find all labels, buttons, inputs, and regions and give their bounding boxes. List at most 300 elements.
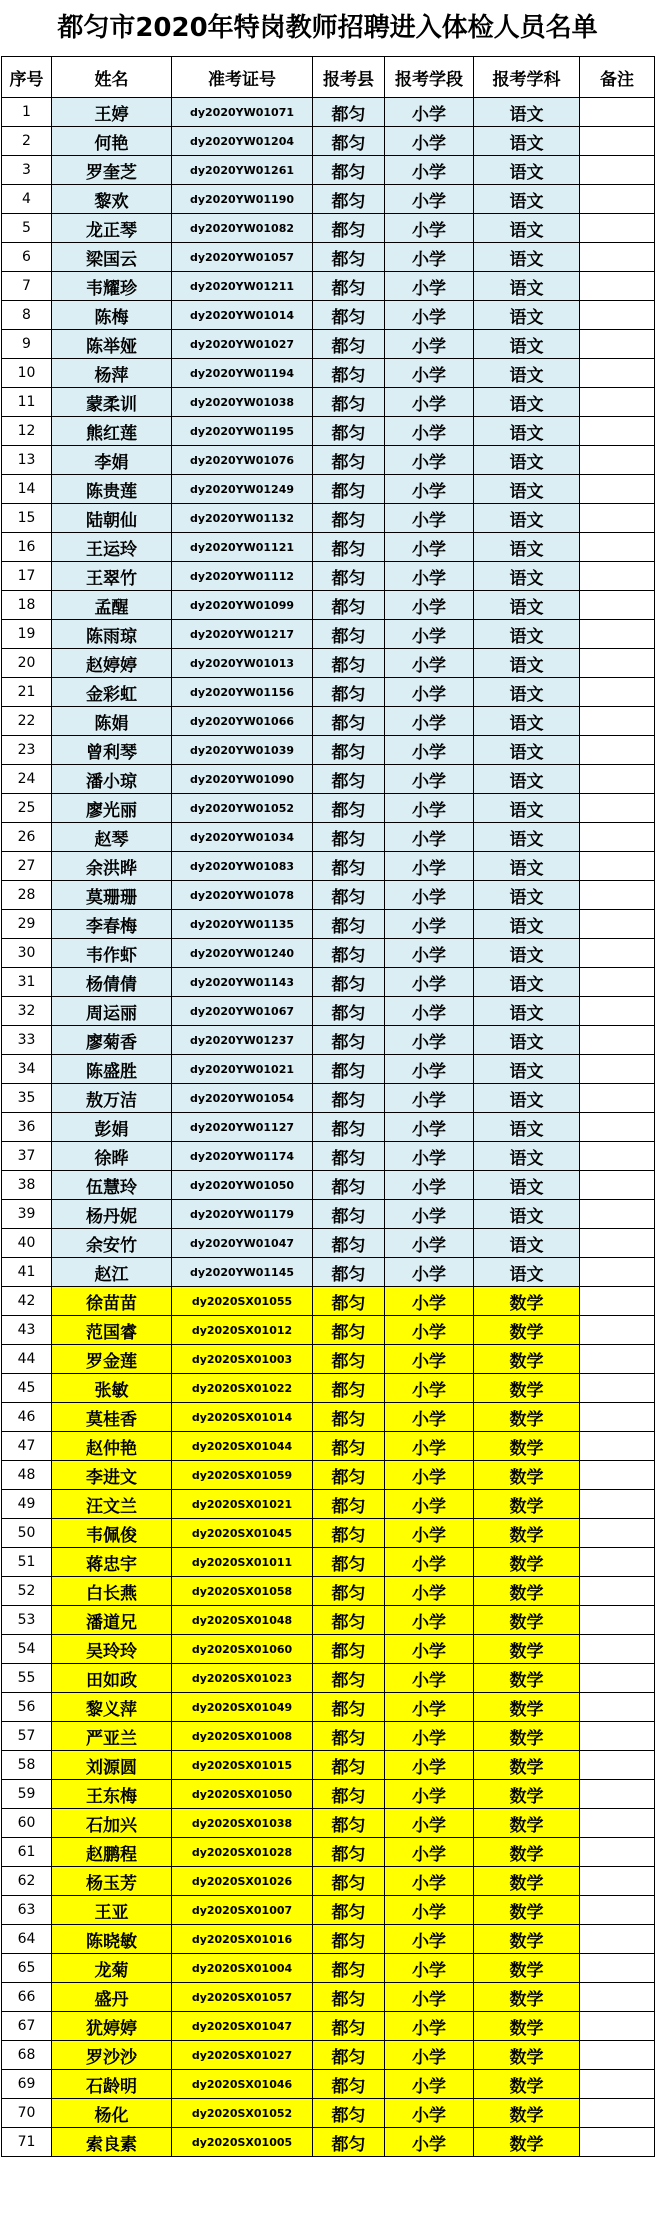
exam-id-cell: dy2020YW01067: [172, 997, 313, 1026]
exam-id-cell: dy2020SX01003: [172, 1345, 313, 1374]
table-row: [2, 1664, 655, 1693]
candidate-name-cell: 李娟: [52, 446, 172, 475]
county-cell: 都匀: [313, 1229, 385, 1258]
candidate-name-cell: 赵仲艳: [52, 1432, 172, 1461]
table-row: [2, 1519, 655, 1548]
note-cell: [580, 794, 655, 823]
county-cell: 都匀: [313, 1461, 385, 1490]
table-row: [2, 1809, 655, 1838]
table-row: [2, 98, 655, 127]
row-number-cell: 59: [2, 1780, 52, 1809]
candidate-name-cell: 莫桂香: [52, 1403, 172, 1432]
note-cell: [580, 1461, 655, 1490]
candidate-name-cell: 周运丽: [52, 997, 172, 1026]
note-cell: [580, 1287, 655, 1316]
note-cell: [580, 272, 655, 301]
note-cell: [580, 243, 655, 272]
note-cell: [580, 1606, 655, 1635]
note-cell: [580, 185, 655, 214]
table-row: [2, 301, 655, 330]
school-stage-cell: 小学: [385, 1983, 474, 2012]
exam-id-cell: dy2020YW01249: [172, 475, 313, 504]
row-number-cell: 50: [2, 1519, 52, 1548]
header-subject: 报考学科: [474, 57, 580, 98]
subject-cell: 数学: [474, 1519, 580, 1548]
row-number-cell: 54: [2, 1635, 52, 1664]
school-stage-cell: 小学: [385, 1664, 474, 1693]
candidate-name-cell: 王东梅: [52, 1780, 172, 1809]
county-cell: 都匀: [313, 1432, 385, 1461]
county-cell: 都匀: [313, 1548, 385, 1577]
row-number-cell: 66: [2, 1983, 52, 2012]
table-row: [2, 1954, 655, 1983]
school-stage-cell: 小学: [385, 1026, 474, 1055]
candidate-name-cell: 王婷: [52, 98, 172, 127]
note-cell: [580, 359, 655, 388]
county-cell: 都匀: [313, 1896, 385, 1925]
row-number-cell: 42: [2, 1287, 52, 1316]
subject-cell: 语文: [474, 562, 580, 591]
subject-cell: 数学: [474, 2128, 580, 2157]
exam-id-cell: dy2020YW01195: [172, 417, 313, 446]
candidate-name-cell: 蒙柔训: [52, 388, 172, 417]
school-stage-cell: 小学: [385, 1055, 474, 1084]
subject-cell: 数学: [474, 1403, 580, 1432]
school-stage-cell: 小学: [385, 1113, 474, 1142]
note-cell: [580, 997, 655, 1026]
row-number-cell: 39: [2, 1200, 52, 1229]
header-note: 备注: [580, 57, 655, 98]
exam-id-cell: dy2020YW01082: [172, 214, 313, 243]
row-number-cell: 34: [2, 1055, 52, 1084]
subject-cell: 语文: [474, 272, 580, 301]
subject-cell: 语文: [474, 98, 580, 127]
county-cell: 都匀: [313, 649, 385, 678]
school-stage-cell: 小学: [385, 1780, 474, 1809]
note-cell: [580, 968, 655, 997]
school-stage-cell: 小学: [385, 2012, 474, 2041]
exam-id-cell: dy2020SX01060: [172, 1635, 313, 1664]
school-stage-cell: 小学: [385, 1287, 474, 1316]
subject-cell: 语文: [474, 1229, 580, 1258]
table-row: [2, 1200, 655, 1229]
row-number-cell: 3: [2, 156, 52, 185]
row-number-cell: 19: [2, 620, 52, 649]
county-cell: 都匀: [313, 156, 385, 185]
row-number-cell: 71: [2, 2128, 52, 2157]
note-cell: [580, 446, 655, 475]
table-row: [2, 2099, 655, 2128]
row-number-cell: 21: [2, 678, 52, 707]
county-cell: 都匀: [313, 2099, 385, 2128]
note-cell: [580, 823, 655, 852]
county-cell: 都匀: [313, 1635, 385, 1664]
candidate-name-cell: 徐晔: [52, 1142, 172, 1171]
note-cell: [580, 1693, 655, 1722]
candidate-name-cell: 潘道兄: [52, 1606, 172, 1635]
header-exam-id: 准考证号: [172, 57, 313, 98]
county-cell: 都匀: [313, 446, 385, 475]
row-number-cell: 64: [2, 1925, 52, 1954]
note-cell: [580, 649, 655, 678]
subject-cell: 数学: [474, 1809, 580, 1838]
exam-id-cell: dy2020YW01174: [172, 1142, 313, 1171]
table-row: [2, 1461, 655, 1490]
candidate-name-cell: 潘小琼: [52, 765, 172, 794]
exam-id-cell: dy2020SX01005: [172, 2128, 313, 2157]
note-cell: [580, 736, 655, 765]
note-cell: [580, 1258, 655, 1287]
school-stage-cell: 小学: [385, 388, 474, 417]
table-row: [2, 881, 655, 910]
school-stage-cell: 小学: [385, 1896, 474, 1925]
exam-id-cell: dy2020SX01023: [172, 1664, 313, 1693]
county-cell: 都匀: [313, 939, 385, 968]
note-cell: [580, 1838, 655, 1867]
exam-id-cell: dy2020YW01135: [172, 910, 313, 939]
school-stage-cell: 小学: [385, 1635, 474, 1664]
subject-cell: 语文: [474, 910, 580, 939]
note-cell: [580, 156, 655, 185]
county-cell: 都匀: [313, 707, 385, 736]
candidate-name-cell: 孟醒: [52, 591, 172, 620]
subject-cell: 数学: [474, 1693, 580, 1722]
subject-cell: 语文: [474, 533, 580, 562]
county-cell: 都匀: [313, 1983, 385, 2012]
candidate-name-cell: 陈娟: [52, 707, 172, 736]
exam-id-cell: dy2020YW01054: [172, 1084, 313, 1113]
subject-cell: 数学: [474, 1345, 580, 1374]
row-number-cell: 58: [2, 1751, 52, 1780]
county-cell: 都匀: [313, 1519, 385, 1548]
exam-id-cell: dy2020YW01021: [172, 1055, 313, 1084]
subject-cell: 数学: [474, 1838, 580, 1867]
school-stage-cell: 小学: [385, 1577, 474, 1606]
table-row: [2, 765, 655, 794]
exam-id-cell: dy2020YW01132: [172, 504, 313, 533]
table-row: [2, 1055, 655, 1084]
table-row: [2, 678, 655, 707]
candidate-name-cell: 陈雨琼: [52, 620, 172, 649]
note-cell: [580, 127, 655, 156]
candidate-name-cell: 杨倩倩: [52, 968, 172, 997]
row-number-cell: 60: [2, 1809, 52, 1838]
table-row: [2, 968, 655, 997]
row-number-cell: 53: [2, 1606, 52, 1635]
table-row: [2, 1577, 655, 1606]
school-stage-cell: 小学: [385, 185, 474, 214]
subject-cell: 数学: [474, 1635, 580, 1664]
note-cell: [580, 1113, 655, 1142]
subject-cell: 语文: [474, 127, 580, 156]
county-cell: 都匀: [313, 852, 385, 881]
row-number-cell: 20: [2, 649, 52, 678]
note-cell: [580, 2070, 655, 2099]
school-stage-cell: 小学: [385, 1519, 474, 1548]
county-cell: 都匀: [313, 475, 385, 504]
row-number-cell: 47: [2, 1432, 52, 1461]
note-cell: [580, 765, 655, 794]
note-cell: [580, 1374, 655, 1403]
table-row: [2, 272, 655, 301]
note-cell: [580, 388, 655, 417]
subject-cell: 语文: [474, 997, 580, 1026]
candidate-name-cell: 张敏: [52, 1374, 172, 1403]
county-cell: 都匀: [313, 2012, 385, 2041]
note-cell: [580, 1577, 655, 1606]
table-row: [2, 1142, 655, 1171]
subject-cell: 语文: [474, 185, 580, 214]
exam-id-cell: dy2020SX01045: [172, 1519, 313, 1548]
note-cell: [580, 2012, 655, 2041]
exam-id-cell: dy2020YW01143: [172, 968, 313, 997]
row-number-cell: 46: [2, 1403, 52, 1432]
school-stage-cell: 小学: [385, 1838, 474, 1867]
school-stage-cell: 小学: [385, 620, 474, 649]
note-cell: [580, 678, 655, 707]
county-cell: 都匀: [313, 1664, 385, 1693]
county-cell: 都匀: [313, 881, 385, 910]
candidate-name-cell: 陈晓敏: [52, 1925, 172, 1954]
county-cell: 都匀: [313, 678, 385, 707]
county-cell: 都匀: [313, 997, 385, 1026]
row-number-cell: 24: [2, 765, 52, 794]
row-number-cell: 10: [2, 359, 52, 388]
row-number-cell: 18: [2, 591, 52, 620]
county-cell: 都匀: [313, 1490, 385, 1519]
candidate-table: [1, 56, 655, 2157]
subject-cell: 数学: [474, 1664, 580, 1693]
school-stage-cell: 小学: [385, 968, 474, 997]
row-number-cell: 33: [2, 1026, 52, 1055]
subject-cell: 数学: [474, 1577, 580, 1606]
county-cell: 都匀: [313, 214, 385, 243]
row-number-cell: 26: [2, 823, 52, 852]
note-cell: [580, 475, 655, 504]
note-cell: [580, 1403, 655, 1432]
subject-cell: 数学: [474, 1287, 580, 1316]
page-title: 都匀市2020年特岗教师招聘进入体检人员名单: [57, 13, 598, 43]
table-row: [2, 1258, 655, 1287]
candidate-name-cell: 廖菊香: [52, 1026, 172, 1055]
exam-id-cell: dy2020YW01034: [172, 823, 313, 852]
county-cell: 都匀: [313, 794, 385, 823]
county-cell: 都匀: [313, 1200, 385, 1229]
table-row: [2, 243, 655, 272]
candidate-name-cell: 汪文兰: [52, 1490, 172, 1519]
subject-cell: 语文: [474, 939, 580, 968]
candidate-name-cell: 徐苗苗: [52, 1287, 172, 1316]
school-stage-cell: 小学: [385, 1142, 474, 1171]
county-cell: 都匀: [313, 765, 385, 794]
table-row: [2, 620, 655, 649]
subject-cell: 语文: [474, 214, 580, 243]
subject-cell: 语文: [474, 359, 580, 388]
candidate-name-cell: 田如政: [52, 1664, 172, 1693]
school-stage-cell: 小学: [385, 939, 474, 968]
subject-cell: 数学: [474, 1954, 580, 1983]
row-number-cell: 1: [2, 98, 52, 127]
county-cell: 都匀: [313, 823, 385, 852]
school-stage-cell: 小学: [385, 359, 474, 388]
subject-cell: 语文: [474, 852, 580, 881]
candidate-name-cell: 严亚兰: [52, 1722, 172, 1751]
exam-id-cell: dy2020SX01007: [172, 1896, 313, 1925]
exam-id-cell: dy2020YW01014: [172, 301, 313, 330]
row-number-cell: 31: [2, 968, 52, 997]
school-stage-cell: 小学: [385, 649, 474, 678]
row-number-cell: 35: [2, 1084, 52, 1113]
exam-id-cell: dy2020YW01217: [172, 620, 313, 649]
candidate-name-cell: 赵琴: [52, 823, 172, 852]
candidate-name-cell: 廖光丽: [52, 794, 172, 823]
exam-id-cell: dy2020SX01011: [172, 1548, 313, 1577]
county-cell: 都匀: [313, 388, 385, 417]
exam-id-cell: dy2020SX01015: [172, 1751, 313, 1780]
county-cell: 都匀: [313, 620, 385, 649]
table-row: [2, 533, 655, 562]
candidate-name-cell: 黎欢: [52, 185, 172, 214]
subject-cell: 数学: [474, 1867, 580, 1896]
subject-cell: 数学: [474, 1780, 580, 1809]
county-cell: 都匀: [313, 1142, 385, 1171]
exam-id-cell: dy2020YW01013: [172, 649, 313, 678]
county-cell: 都匀: [313, 1838, 385, 1867]
county-cell: 都匀: [313, 2070, 385, 2099]
county-cell: 都匀: [313, 1780, 385, 1809]
note-cell: [580, 1925, 655, 1954]
subject-cell: 语文: [474, 1113, 580, 1142]
table-row: [2, 1287, 655, 1316]
row-number-cell: 62: [2, 1867, 52, 1896]
county-cell: 都匀: [313, 533, 385, 562]
note-cell: [580, 1751, 655, 1780]
candidate-name-cell: 彭娟: [52, 1113, 172, 1142]
exam-id-cell: dy2020YW01050: [172, 1171, 313, 1200]
school-stage-cell: 小学: [385, 330, 474, 359]
candidate-name-cell: 赵婷婷: [52, 649, 172, 678]
note-cell: [580, 504, 655, 533]
note-cell: [580, 910, 655, 939]
candidate-name-cell: 余安竹: [52, 1229, 172, 1258]
subject-cell: 语文: [474, 1026, 580, 1055]
county-cell: 都匀: [313, 1316, 385, 1345]
county-cell: 都匀: [313, 243, 385, 272]
table-row: [2, 156, 655, 185]
exam-id-cell: dy2020SX01004: [172, 1954, 313, 1983]
candidate-name-cell: 龙正琴: [52, 214, 172, 243]
exam-id-cell: dy2020SX01058: [172, 1577, 313, 1606]
school-stage-cell: 小学: [385, 823, 474, 852]
county-cell: 都匀: [313, 1403, 385, 1432]
exam-id-cell: dy2020SX01059: [172, 1461, 313, 1490]
row-number-cell: 48: [2, 1461, 52, 1490]
school-stage-cell: 小学: [385, 997, 474, 1026]
note-cell: [580, 1780, 655, 1809]
school-stage-cell: 小学: [385, 1925, 474, 1954]
table-row: [2, 1722, 655, 1751]
note-cell: [580, 1345, 655, 1374]
row-number-cell: 36: [2, 1113, 52, 1142]
school-stage-cell: 小学: [385, 2128, 474, 2157]
subject-cell: 语文: [474, 388, 580, 417]
county-cell: 都匀: [313, 272, 385, 301]
note-cell: [580, 562, 655, 591]
table-row: [2, 2070, 655, 2099]
school-stage-cell: 小学: [385, 446, 474, 475]
note-cell: [580, 852, 655, 881]
school-stage-cell: 小学: [385, 301, 474, 330]
row-number-cell: 52: [2, 1577, 52, 1606]
row-number-cell: 28: [2, 881, 52, 910]
county-cell: 都匀: [313, 591, 385, 620]
county-cell: 都匀: [313, 1055, 385, 1084]
table-row: [2, 388, 655, 417]
county-cell: 都匀: [313, 1287, 385, 1316]
table-row: [2, 1780, 655, 1809]
subject-cell: 语文: [474, 649, 580, 678]
candidate-name-cell: 伍慧玲: [52, 1171, 172, 1200]
row-number-cell: 11: [2, 388, 52, 417]
county-cell: 都匀: [313, 1693, 385, 1722]
exam-id-cell: dy2020SX01012: [172, 1316, 313, 1345]
table-row: [2, 1432, 655, 1461]
exam-id-cell: dy2020SX01044: [172, 1432, 313, 1461]
table-row: [2, 214, 655, 243]
exam-id-cell: dy2020YW01261: [172, 156, 313, 185]
table-row: [2, 446, 655, 475]
school-stage-cell: 小学: [385, 1722, 474, 1751]
candidate-name-cell: 陈贵莲: [52, 475, 172, 504]
exam-id-cell: dy2020YW01078: [172, 881, 313, 910]
table-row: [2, 591, 655, 620]
exam-id-cell: dy2020YW01052: [172, 794, 313, 823]
county-cell: 都匀: [313, 1809, 385, 1838]
exam-id-cell: dy2020YW01027: [172, 330, 313, 359]
school-stage-cell: 小学: [385, 1954, 474, 1983]
subject-cell: 语文: [474, 620, 580, 649]
school-stage-cell: 小学: [385, 1345, 474, 1374]
note-cell: [580, 1635, 655, 1664]
subject-cell: 数学: [474, 1548, 580, 1577]
school-stage-cell: 小学: [385, 765, 474, 794]
candidate-name-cell: 罗沙沙: [52, 2041, 172, 2070]
subject-cell: 语文: [474, 243, 580, 272]
school-stage-cell: 小学: [385, 156, 474, 185]
school-stage-cell: 小学: [385, 1693, 474, 1722]
exam-id-cell: dy2020YW01240: [172, 939, 313, 968]
county-cell: 都匀: [313, 1722, 385, 1751]
table-row: [2, 1548, 655, 1577]
table-row: [2, 649, 655, 678]
row-number-cell: 12: [2, 417, 52, 446]
note-cell: [580, 2128, 655, 2157]
table-row: [2, 1345, 655, 1374]
subject-cell: 语文: [474, 156, 580, 185]
school-stage-cell: 小学: [385, 533, 474, 562]
exam-id-cell: dy2020YW01237: [172, 1026, 313, 1055]
note-cell: [580, 1200, 655, 1229]
note-cell: [580, 98, 655, 127]
subject-cell: 数学: [474, 1896, 580, 1925]
table-row: [2, 1374, 655, 1403]
table-row: [2, 1606, 655, 1635]
candidate-name-cell: 韦作虾: [52, 939, 172, 968]
subject-cell: 语文: [474, 794, 580, 823]
subject-cell: 语文: [474, 417, 580, 446]
county-cell: 都匀: [313, 1171, 385, 1200]
subject-cell: 语文: [474, 1258, 580, 1287]
